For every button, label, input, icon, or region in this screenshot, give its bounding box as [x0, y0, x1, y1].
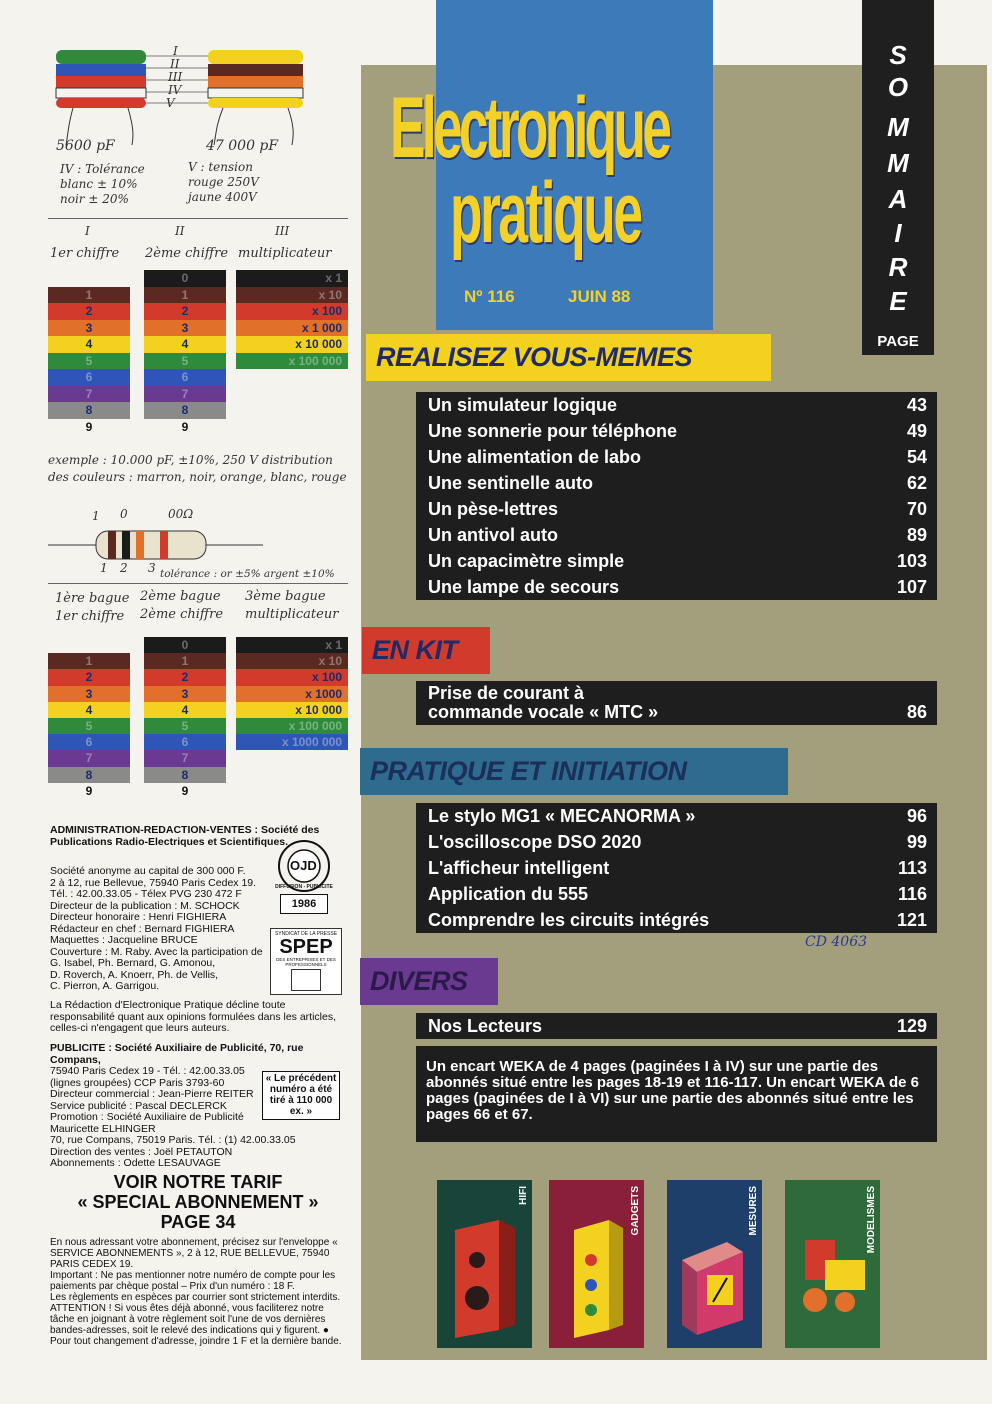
disclaimer: La Rédaction d'Electronique Pratique décline toute responsabilité quant aux opinions formulées dans les articles, celles-ci n'engagent que leurs auteurs.: [50, 999, 336, 1034]
right-capacitor-value: 47 000 pF: [206, 138, 279, 154]
cap-header-1: 1er chiffre: [50, 246, 120, 261]
contents-row[interactable]: [416, 418, 937, 444]
article-title: Un pèse-lettres: [428, 499, 559, 519]
section-kit-title: EN KIT: [362, 627, 490, 674]
section-pratique-title: PRATIQUE ET INITIATION: [360, 748, 788, 795]
tile-mesures: [667, 1180, 762, 1348]
sommaire-letter: A: [888, 184, 908, 214]
kit-item-line2: commande vocale « MTC »: [428, 702, 659, 722]
section-divers-title: DIVERS: [360, 958, 498, 1005]
contents-row[interactable]: [416, 855, 937, 881]
resistor-label: 2: [120, 561, 128, 575]
sommaire-letter: M: [887, 148, 909, 178]
resistor-tolerance: tolérance : or ±5% argent ±10%: [160, 568, 335, 580]
tension-line: jaune 400V: [188, 190, 257, 204]
cap-col-roman-2: II: [175, 224, 185, 238]
article-title: L'afficheur intelligent: [428, 858, 610, 878]
society-line: 2 à 12, rue Bellevue, 75940 Paris Cedex 19.: [50, 876, 257, 889]
roman-3: III: [168, 70, 183, 84]
magazine-title-line1: Electronique: [390, 80, 669, 176]
color-code-cell: 7: [144, 386, 226, 403]
subscription-line: Pour tout changement d'adresse, joindre 1 F et la dernière bande.: [50, 1336, 342, 1347]
article-page: 129: [896, 1016, 927, 1036]
resistor-label: 0: [120, 507, 128, 521]
article-page: 103: [896, 551, 927, 571]
contents-row[interactable]: [416, 496, 937, 522]
color-code-cell: 7: [48, 750, 130, 766]
article-page: 121: [896, 910, 927, 930]
tolerance-line: noir ± 20%: [60, 192, 129, 206]
pub-line: Directeur commercial : Jean-Pierre REITER: [50, 1088, 254, 1100]
article-page: 70: [906, 499, 927, 519]
pub-line: Service publicité : Pascal DECLERCK: [50, 1099, 227, 1112]
roman-2: II: [170, 57, 180, 71]
article-title: L'oscilloscope DSO 2020: [428, 832, 642, 852]
society-block: [50, 866, 280, 993]
color-code-cell: x 1: [236, 270, 348, 287]
color-code-cell: 9: [144, 419, 226, 436]
color-code-cell: 6: [144, 734, 226, 750]
previous-issue-box: « Le précédent numéro a été tiré à 110 000 ex. »: [262, 1071, 340, 1120]
sommaire-letter: R: [888, 252, 908, 282]
tension-title: V : tension: [188, 160, 253, 174]
ojd-text: OJD: [290, 858, 317, 873]
weka-note-box: [416, 1046, 937, 1142]
color-code-cell: 6: [48, 369, 130, 386]
color-code-cell: 5: [48, 353, 130, 370]
contents-row[interactable]: [416, 522, 937, 548]
color-code-cell: 1: [48, 653, 130, 669]
subscription-block: [50, 1237, 345, 1347]
tarif-line: VOIR NOTRE TARIF: [113, 1172, 283, 1192]
color-code-cell: 4: [144, 336, 226, 353]
article-title: Un capacimètre simple: [428, 551, 625, 571]
tension-line: rouge 250V: [188, 175, 259, 189]
sommaire-letter: O: [887, 72, 909, 102]
color-code-cell: x 100 000: [236, 353, 348, 370]
sommaire-band: [862, 0, 934, 355]
contents-row[interactable]: [416, 574, 937, 600]
article-page: 89: [906, 525, 927, 545]
color-code-cell: 3: [48, 686, 130, 702]
color-code-cell: 4: [144, 702, 226, 718]
society-line: G. Isabel, Ph. Bernard, G. Amonou,: [50, 957, 216, 969]
society-line: Maquettes : Jacqueline BRUCE: [50, 934, 198, 946]
color-code-cell: 2: [144, 303, 226, 320]
pub-line: Mauricette ELHINGER: [50, 1122, 156, 1135]
tolerance-title: IV : Tolérance: [60, 162, 145, 176]
color-code-cell: 9: [48, 419, 130, 436]
article-title: Une sentinelle auto: [428, 473, 594, 493]
res-header-1: 1ère bague 1er chiffre: [55, 591, 130, 624]
color-code-cell: 0: [144, 637, 226, 653]
article-title: Un antivol auto: [428, 525, 558, 545]
color-code-cell: 8: [48, 767, 130, 783]
society-line: Directeur de la publication : M. SCHOCK: [50, 899, 240, 912]
section-realisez-title: REALISEZ VOUS-MEMES: [366, 334, 771, 381]
color-code-cell: x 10: [236, 287, 348, 304]
subscription-line: Important : Ne pas mentionner notre numéro de compte pour les paiements par chèque postal – Prix d'un numéro : 18 F.: [50, 1270, 336, 1292]
sommaire-letter: I: [894, 218, 902, 248]
contents-row[interactable]: [416, 829, 937, 855]
resistor-diagram: [48, 505, 348, 585]
contents-row[interactable]: [416, 392, 937, 418]
article-title: Une alimentation de labo: [428, 447, 642, 467]
resistor-color-table: [48, 637, 348, 807]
cap-col-roman-3: III: [275, 224, 290, 238]
color-code-cell: 7: [144, 750, 226, 766]
pub-line: (lignes groupées) CCP Paris 3793-60: [50, 1076, 225, 1089]
color-code-cell: 1: [144, 653, 226, 669]
pub-line: PUBLICITE : Société Auxiliaire de Publicité, 70, rue Compans,: [50, 1042, 304, 1066]
color-code-cell: x 1: [236, 637, 348, 653]
society-line: Tél. : 42.00.33.05 - Télex PVG 230 472 F: [50, 888, 242, 900]
ojd-logo: [270, 838, 338, 918]
color-code-cell: 5: [48, 718, 130, 734]
handwritten-note: CD 4063: [805, 934, 868, 950]
color-code-cell: 2: [48, 669, 130, 685]
issue-number: Nº 116: [464, 287, 515, 306]
tile-gadgets: [549, 1180, 644, 1348]
article-page: 113: [897, 858, 927, 878]
tile-label: HIFI: [518, 1186, 529, 1205]
tile-modelismes: [785, 1180, 880, 1348]
article-page: 116: [897, 884, 927, 904]
left-capacitor-value: 5600 pF: [56, 138, 115, 154]
roman-1: I: [173, 44, 178, 58]
realisez-list: [416, 392, 937, 600]
capacitor-diagram: [48, 40, 348, 215]
cap-header-2: 2ème chiffre: [145, 246, 229, 261]
article-page: 49: [906, 421, 927, 441]
color-code-cell: 8: [48, 402, 130, 419]
color-code-cell: 9: [48, 783, 130, 799]
ojd-ring-text: DIFFUSION - PUBLICITE: [275, 884, 333, 890]
pub-line: Abonnements : Odette LESAUVAGE: [50, 1157, 221, 1169]
article-page: 62: [906, 473, 927, 493]
color-code-cell: x 100 000: [236, 718, 348, 734]
article-page: 96: [906, 806, 927, 826]
article-page: 107: [896, 577, 927, 597]
resistor-label: 1: [100, 561, 108, 575]
color-code-cell: 4: [48, 336, 130, 353]
article-page: 99: [906, 832, 927, 852]
spep-box-icon: [291, 969, 321, 991]
article-title: Une lampe de secours: [428, 577, 620, 597]
tolerance-legend: [60, 162, 145, 207]
society-line: Couverture : M. Raby. Avec la participation de: [50, 945, 263, 958]
color-code-cell: 2: [144, 669, 226, 685]
tension-legend: [188, 160, 259, 205]
society-line: C. Pierron, A. Garrigou.: [50, 980, 160, 992]
example-text: exemple : 10.000 pF, ±10%, 250 V distribution des couleurs : marron, noir, orange, blanc, rouge: [48, 453, 347, 484]
tile-label: MODELISMES: [866, 1186, 877, 1254]
article-page: 54: [906, 447, 927, 467]
issue-date: JUIN 88: [568, 287, 631, 306]
article-title: Nos Lecteurs: [428, 1016, 543, 1036]
spep-text: SPEP: [279, 936, 333, 958]
weka-note: Un encart WEKA de 4 pages (paginées I à IV) sur une partie des abonnés situé entre les pages 18-19 et 116-117. Un encart WEKA de 6 pages (paginées de I à VI) sur une partie des abonnés situé entre les pages 66 et 67.: [426, 1058, 919, 1123]
contents-row[interactable]: [416, 470, 937, 496]
society-line: Rédacteur en chef : Bernard FIGHIERA: [50, 922, 235, 935]
color-code-cell: x 10 000: [236, 336, 348, 353]
color-code-cell: 1: [48, 287, 130, 304]
ojd-year: 1986: [280, 894, 328, 914]
color-code-cell: x 10 000: [236, 702, 348, 718]
tarif-block: [48, 1172, 348, 1232]
color-code-cell: 8: [144, 402, 226, 419]
kit-item-page: 86: [906, 702, 927, 722]
sommaire-letter: E: [889, 286, 907, 316]
page-column-label: PAGE: [877, 333, 919, 350]
color-code-cell: 3: [144, 686, 226, 702]
subscription-line: En nous adressant votre abonnement, précisez sur l'enveloppe « SERVICE ABONNEMENTS », 2 à 12, RUE BELLEVUE, 75940 PARIS CEDEX 19.: [50, 1237, 338, 1270]
sommaire-letter: S: [889, 40, 907, 70]
color-code-cell: 6: [48, 734, 130, 750]
contents-row[interactable]: [416, 548, 937, 574]
spep-logo: [270, 928, 342, 995]
cap-col-roman-1: I: [85, 224, 90, 238]
color-code-cell: 2: [48, 303, 130, 320]
article-title: Comprendre les circuits intégrés: [428, 910, 710, 930]
pub-line: 75940 Paris Cedex 19 - Tél. : 42.00.33.05: [50, 1065, 245, 1077]
resistor-label: 00Ω: [168, 507, 194, 521]
cap-header-3: multiplicateur: [238, 246, 332, 261]
color-code-cell: x 100: [236, 303, 348, 320]
color-code-cell: 5: [144, 353, 226, 370]
pub-line: 70, rue Compans, 75019 Paris. Tél. : (1) 42.00.33.05: [50, 1134, 296, 1146]
tile-hifi: [437, 1180, 532, 1348]
resistor-label: 1: [92, 509, 100, 523]
tile-label: GADGETS: [630, 1186, 641, 1236]
article-title: Application du 555: [428, 884, 589, 904]
article-title: Un simulateur logique: [428, 395, 618, 415]
color-code-cell: x 1000 000: [236, 734, 348, 750]
article-title: Une sonnerie pour téléphone: [428, 421, 678, 441]
color-code-cell: 8: [144, 767, 226, 783]
pub-line: Direction des ventes : Joël PETAUTON: [50, 1145, 233, 1158]
kit-item-line1: Prise de courant à: [428, 683, 585, 703]
kit-item[interactable]: [416, 681, 937, 725]
color-code-cell: x 10: [236, 653, 348, 669]
res-header-2: 2ème bague 2ème chiffre: [140, 589, 224, 622]
res-header-3: 3ème bague multiplicateur: [245, 589, 339, 622]
tile-label: MESURES: [748, 1186, 759, 1236]
tarif-line: PAGE 34: [160, 1212, 236, 1232]
article-title: Le stylo MG1 « MECANORMA »: [428, 806, 696, 826]
contents-row[interactable]: [416, 881, 937, 907]
tolerance-line: blanc ± 10%: [60, 177, 138, 191]
contents-row[interactable]: [416, 803, 937, 829]
article-page: 43: [906, 395, 927, 415]
color-code-cell: 7: [48, 386, 130, 403]
society-line: Directeur honoraire : Henri FIGHIERA: [50, 911, 227, 923]
color-code-cell: 4: [48, 702, 130, 718]
color-code-cell: x 1000: [236, 686, 348, 702]
color-code-cell: 3: [48, 320, 130, 337]
sommaire-letter: M: [887, 112, 909, 142]
society-line: D. Roverch, A. Knoerr, Ph. de Vellis,: [50, 968, 219, 981]
magazine-title-line2: pratique: [450, 165, 641, 261]
divers-list: [416, 1013, 937, 1039]
color-code-cell: x 100: [236, 669, 348, 685]
hifi-illustration-icon: [437, 1180, 532, 1348]
pub-line: Promotion : Société Auxiliaire de Publicité: [50, 1111, 244, 1123]
resistor-label: 3: [148, 561, 156, 575]
society-line: Société anonyme au capital de 300 000 F.: [50, 865, 246, 877]
contents-row[interactable]: [416, 907, 937, 933]
admin-text: ADMINISTRATION-REDACTION-VENTES : Société des Publications Radio-Electriques et Scientifiques.: [50, 824, 320, 848]
color-code-cell: 1: [144, 287, 226, 304]
capacitor-color-table: [48, 270, 348, 440]
color-code-cell: 9: [144, 783, 226, 799]
color-code-cell: 6: [144, 369, 226, 386]
divider: [48, 218, 348, 219]
divider: [48, 583, 348, 584]
roman-5: V: [166, 96, 175, 110]
color-code-cell: 3: [144, 320, 226, 337]
subscription-line: Les règlements en espèces par courrier sont strictement interdits.: [50, 1292, 341, 1303]
subscription-line: ATTENTION ! Si vous êtes déjà abonné, vous faciliterez notre tâche en joignant à votre règlement soit l'une de vos dernières bandes-adresses, soit le relevé des indications qui y figurent. ●: [50, 1303, 329, 1336]
tarif-line: « SPECIAL ABONNEMENT »: [77, 1192, 319, 1212]
contents-row[interactable]: [416, 444, 937, 470]
color-code-cell: x 1 000: [236, 320, 348, 337]
spep-top-text: SYNDICAT DE LA PRESSE: [274, 931, 338, 937]
roman-4: IV: [168, 83, 182, 97]
contents-row[interactable]: [416, 1013, 937, 1039]
spep-bottom-text: DES ENTREPRISES ET DES PROFESSIONNELS: [276, 957, 336, 967]
color-code-cell: 5: [144, 718, 226, 734]
pratique-list: [416, 803, 937, 933]
color-code-cell: 0: [144, 270, 226, 287]
